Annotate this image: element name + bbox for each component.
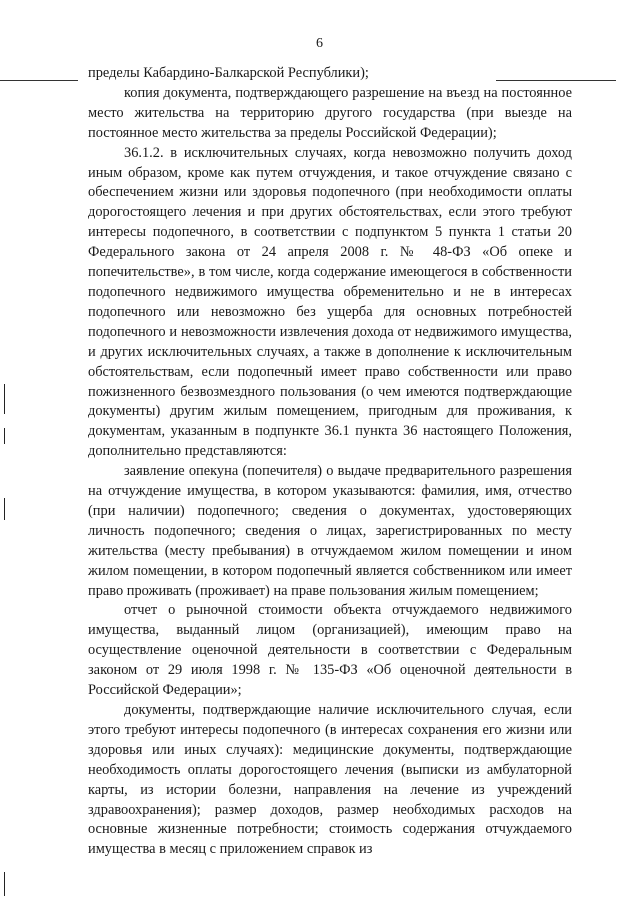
document-body	[88, 64, 572, 860]
paragraph-guardian-application: заявление опекуна (попечителя) о выдаче предварительного разрешения на отчуждение имущества, в котором указываются: фамилия, имя, отчество (при наличии) подопечного; сведения о документах, удостоверяющих личность подопечного; сведения о лицах, зарегистрированных по месту жительства (месту пребывания) в отчуждаемом жилом помещении и ином жилом помещении, в котором подопечный является собственником или имеет право проживать (проживает) на праве пользования жилым помещением;	[88, 463, 572, 599]
margin-mark	[4, 384, 5, 414]
margin-mark	[4, 872, 5, 896]
paragraph-entry-permit-copy: копия документа, подтверждающего разрешение на въезд на постоянное место жительства на территорию другого государства (при выезде на постоянное место жительства за пределы Российской Федерации);	[88, 84, 572, 141]
margin-mark	[4, 428, 5, 444]
paragraph-continuation: пределы Кабардино-Балкарской Республики);	[88, 65, 369, 81]
paragraph-exceptional-case-documents: документы, подтверждающие наличие исключительного случая, если этого требуют интересы подопечного (в интересах сохранения его жизни или здоровья или иных случаях): медицинские документы, подтверждающие необходимость оплаты дорогостоящего лечения (выписки из амбулаторной карты, из истории болезни, направления на лечение из учреждений здравоохранения); размер доходов, размер необходимых расходов на основные жизненные потребности; стоимость содержания отчуждаемого имущества в месяц с приложением справок из	[88, 702, 572, 858]
page-number: 6	[316, 36, 323, 51]
margin-mark	[4, 498, 5, 520]
paragraph-market-value-report: отчет о рыночной стоимости объекта отчуждаемого недвижимого имущества, выданный лицом (организацией), имеющим право на осуществление оценочной деятельности в соответствии с Федеральным законом от 29 июля 1998 г. № 135-ФЗ «Об оценочной деятельности в Российской Федерации»;	[88, 602, 572, 699]
paragraph-36-1-2: 36.1.2. в исключительных случаях, когда невозможно получить доход иным образом, кроме как путем отчуждения, и такое отчуждение связано с обеспечением жизни или здоровья подопечного (при необходимости оплаты дорогостоящего лечения и при других обстоятельствах, если этого требуют интересы подопечного, в соответствии с подпунктом 5 пункта 1 статьи 20 Федерального закона от 24 апреля 2008 г. № 48-ФЗ «Об опеке и попечительстве», в том числе, когда содержание имеющегося в собственности подопечного недвижимого имущества обременительно и не в интересах подопечного или невозможно без ущерба для основных потребностей подопечного и невозможности извлечения дохода от недвижимого имущества, и других исключительных случаях, а также в дополнение к исключительным обстоятельствам, если подопечный имеет право собственности или право пожизненного безвозмездного пользования (о чем имеются подтверждающие документы) другим жилым помещением, пригодным для проживания, к документам, указанным в подпункте 36.1 пункта 36 настоящего Положения, дополнительно представляются:	[88, 144, 572, 460]
header-rule-left	[0, 80, 78, 81]
